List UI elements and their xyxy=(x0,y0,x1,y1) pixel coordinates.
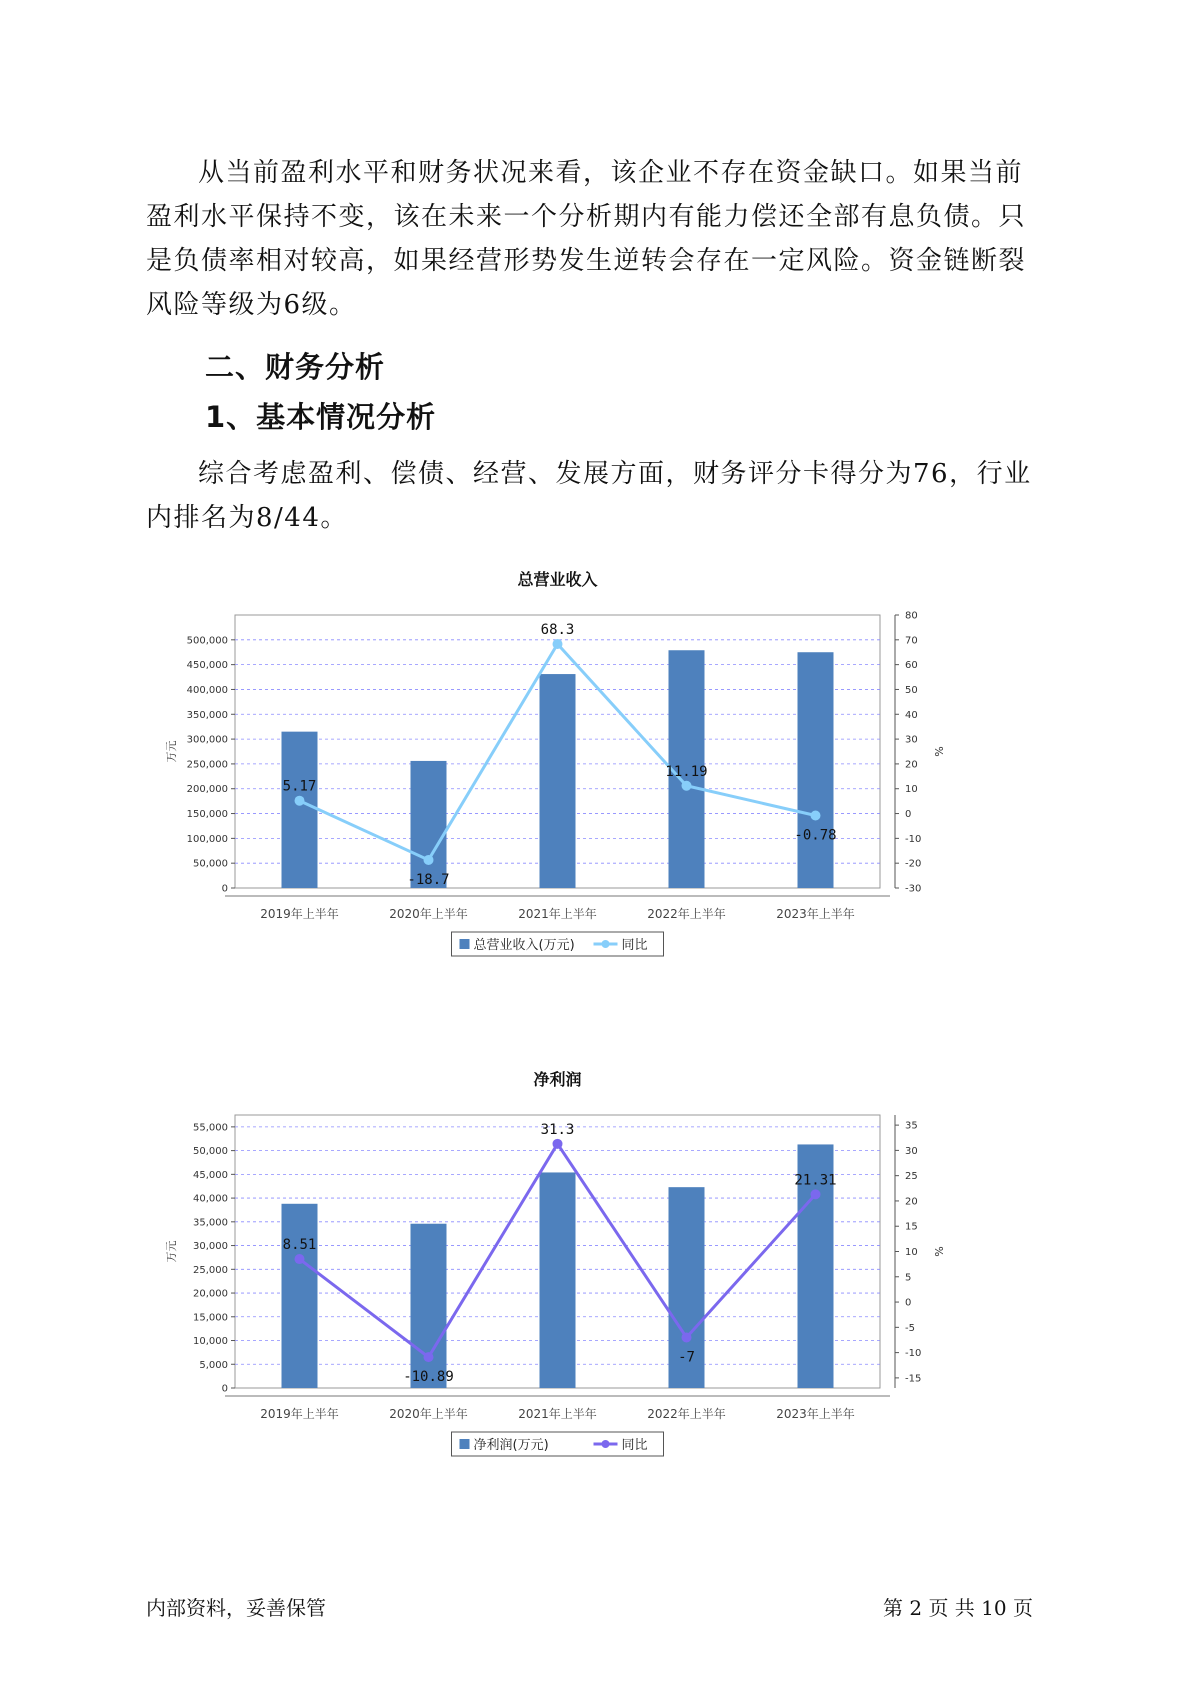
line-point xyxy=(553,639,563,649)
y-tick-label: 25,000 xyxy=(193,1264,228,1276)
x-tick-label: 2020年上半年 xyxy=(389,1407,468,1421)
y-tick-label: 250,000 xyxy=(186,759,228,771)
paragraph-capital-gap: 从当前盈利水平和财务状况来看，该企业不存在资金缺口。如果当前盈利水平保持不变，该在未来一个分析期内有能力偿还全部有息负债。只是负债率相对较高，如果经营形势发生逆转会存在一定风险。资金链断裂风险等级为6级。 xyxy=(146,158,1027,320)
y2-tick-label: 10 xyxy=(905,784,918,796)
y2-tick-label: 0 xyxy=(905,809,912,821)
line-point xyxy=(553,1139,563,1149)
y2-tick-label: 0 xyxy=(905,1297,912,1309)
data-label: 68.3 xyxy=(540,622,575,639)
line-point xyxy=(295,796,305,806)
y2-tick-label: -10 xyxy=(905,833,922,845)
legend-bar-swatch xyxy=(460,939,470,949)
y-tick-label: 500,000 xyxy=(186,635,228,647)
line-point xyxy=(424,1352,434,1362)
data-label: 21.31 xyxy=(794,1172,837,1189)
y-tick-label: 20,000 xyxy=(193,1288,228,1300)
y-tick-label: 50,000 xyxy=(193,1146,228,1158)
y-tick-label: 350,000 xyxy=(186,709,228,721)
x-tick-label: 2019年上半年 xyxy=(260,907,339,921)
bar xyxy=(540,674,576,888)
legend-line-label: 同比 xyxy=(621,1438,648,1453)
y2-tick-label: 35 xyxy=(905,1120,918,1132)
y2-tick-label: 50 xyxy=(905,684,918,696)
y2-tick-label: 10 xyxy=(905,1247,918,1258)
x-tick-label: 2021年上半年 xyxy=(518,1407,597,1421)
y2-tick-label: 5 xyxy=(905,1272,912,1284)
y-tick-label: 150,000 xyxy=(186,809,228,821)
chart-svg xyxy=(150,565,1000,1025)
legend-line-marker xyxy=(602,1440,610,1448)
y2-axis-title: % xyxy=(932,1246,945,1257)
data-label: 5.17 xyxy=(282,778,317,795)
y-tick-label: 55,000 xyxy=(193,1122,228,1134)
x-tick-label: 2019年上半年 xyxy=(260,1407,339,1421)
line-point xyxy=(811,810,821,820)
y-tick-label: 40,000 xyxy=(193,1193,228,1205)
y2-tick-label: 80 xyxy=(905,610,918,622)
y-tick-label: 50,000 xyxy=(193,858,228,870)
x-tick-label: 2020年上半年 xyxy=(389,907,468,921)
section-heading-financial-analysis: 二、财务分析 xyxy=(205,350,386,384)
x-tick-label: 2021年上半年 xyxy=(518,907,597,921)
bar xyxy=(540,1172,576,1388)
data-label: -7 xyxy=(678,1349,695,1366)
y-tick-label: 35,000 xyxy=(193,1217,228,1229)
x-tick-label: 2022年上半年 xyxy=(647,907,726,921)
chart-title: 净利润 xyxy=(533,1070,582,1089)
y2-tick-label: -20 xyxy=(905,858,922,870)
y-tick-label: 0 xyxy=(221,1383,228,1395)
y-axis-title: 万元 xyxy=(165,740,178,763)
y2-tick-label: 20 xyxy=(905,759,918,771)
line-point xyxy=(811,1189,821,1199)
y2-tick-label: 25 xyxy=(905,1171,918,1183)
legend-bar-label: 总营业收入(万元) xyxy=(473,938,575,953)
paragraph-scorecard: 综合考虑盈利、偿债、经营、发展方面，财务评分卡得分为76，行业内排名为8/44。 xyxy=(146,459,1032,533)
x-tick-label: 2023年上半年 xyxy=(776,907,855,921)
line-point xyxy=(424,855,434,865)
y2-tick-label: 30 xyxy=(905,734,918,746)
revenue-chart xyxy=(150,565,1000,1025)
footer-confidential: 内部资料，妥善保管 xyxy=(146,1596,326,1620)
y2-tick-label: -30 xyxy=(905,883,922,895)
y2-axis-title: % xyxy=(932,746,945,757)
data-label: 31.3 xyxy=(540,1121,575,1138)
y2-tick-label: 40 xyxy=(905,709,918,721)
bar xyxy=(282,732,318,888)
y2-tick-label: 60 xyxy=(905,660,918,672)
y2-tick-label: 20 xyxy=(905,1196,918,1208)
y2-tick-label: 30 xyxy=(905,1145,918,1157)
bar xyxy=(798,652,834,888)
legend xyxy=(452,1432,664,1456)
y-axis-title: 万元 xyxy=(165,1240,178,1263)
data-label: -18.7 xyxy=(407,871,450,888)
line-point xyxy=(682,781,692,791)
y-tick-label: 45,000 xyxy=(193,1169,228,1181)
y-tick-label: 300,000 xyxy=(186,734,228,746)
x-tick-label: 2023年上半年 xyxy=(776,1407,855,1421)
legend-line-marker xyxy=(602,940,610,948)
bar xyxy=(282,1204,318,1388)
line-point xyxy=(295,1254,305,1264)
bar xyxy=(411,1224,447,1388)
legend-bar-swatch xyxy=(460,1439,470,1449)
subsection-heading-basic-analysis: 1、基本情况分析 xyxy=(205,400,437,434)
x-tick-label: 2022年上半年 xyxy=(647,1407,726,1421)
line-point xyxy=(682,1332,692,1342)
y-tick-label: 200,000 xyxy=(186,784,228,796)
footer-page-number: 第 2 页 共 10 页 xyxy=(883,1596,1033,1620)
y2-tick-label: 70 xyxy=(905,635,918,647)
y2-tick-label: 15 xyxy=(905,1221,918,1233)
legend-line-label: 同比 xyxy=(621,938,648,953)
data-label: -0.78 xyxy=(794,827,837,844)
y-tick-label: 15,000 xyxy=(193,1312,228,1324)
bar xyxy=(411,761,447,888)
data-label: 8.51 xyxy=(282,1237,317,1254)
y-tick-label: 450,000 xyxy=(186,660,228,672)
y2-tick-label: -15 xyxy=(905,1373,922,1385)
y2-tick-label: -10 xyxy=(905,1348,922,1360)
y-tick-label: 5,000 xyxy=(199,1359,228,1371)
chart-title: 总营业收入 xyxy=(517,570,598,589)
data-label: 11.19 xyxy=(665,763,708,780)
data-label: -10.89 xyxy=(403,1369,454,1386)
y-tick-label: 100,000 xyxy=(186,833,228,845)
net-profit-chart xyxy=(150,1065,1000,1525)
y-tick-label: 0 xyxy=(221,883,228,895)
y2-tick-label: -5 xyxy=(905,1322,915,1334)
y-tick-label: 400,000 xyxy=(186,684,228,696)
y-tick-label: 30,000 xyxy=(193,1241,228,1253)
y-tick-label: 10,000 xyxy=(193,1336,228,1348)
chart-svg xyxy=(150,1065,1000,1525)
legend-bar-label: 净利润(万元) xyxy=(473,1438,549,1453)
legend xyxy=(452,932,664,956)
